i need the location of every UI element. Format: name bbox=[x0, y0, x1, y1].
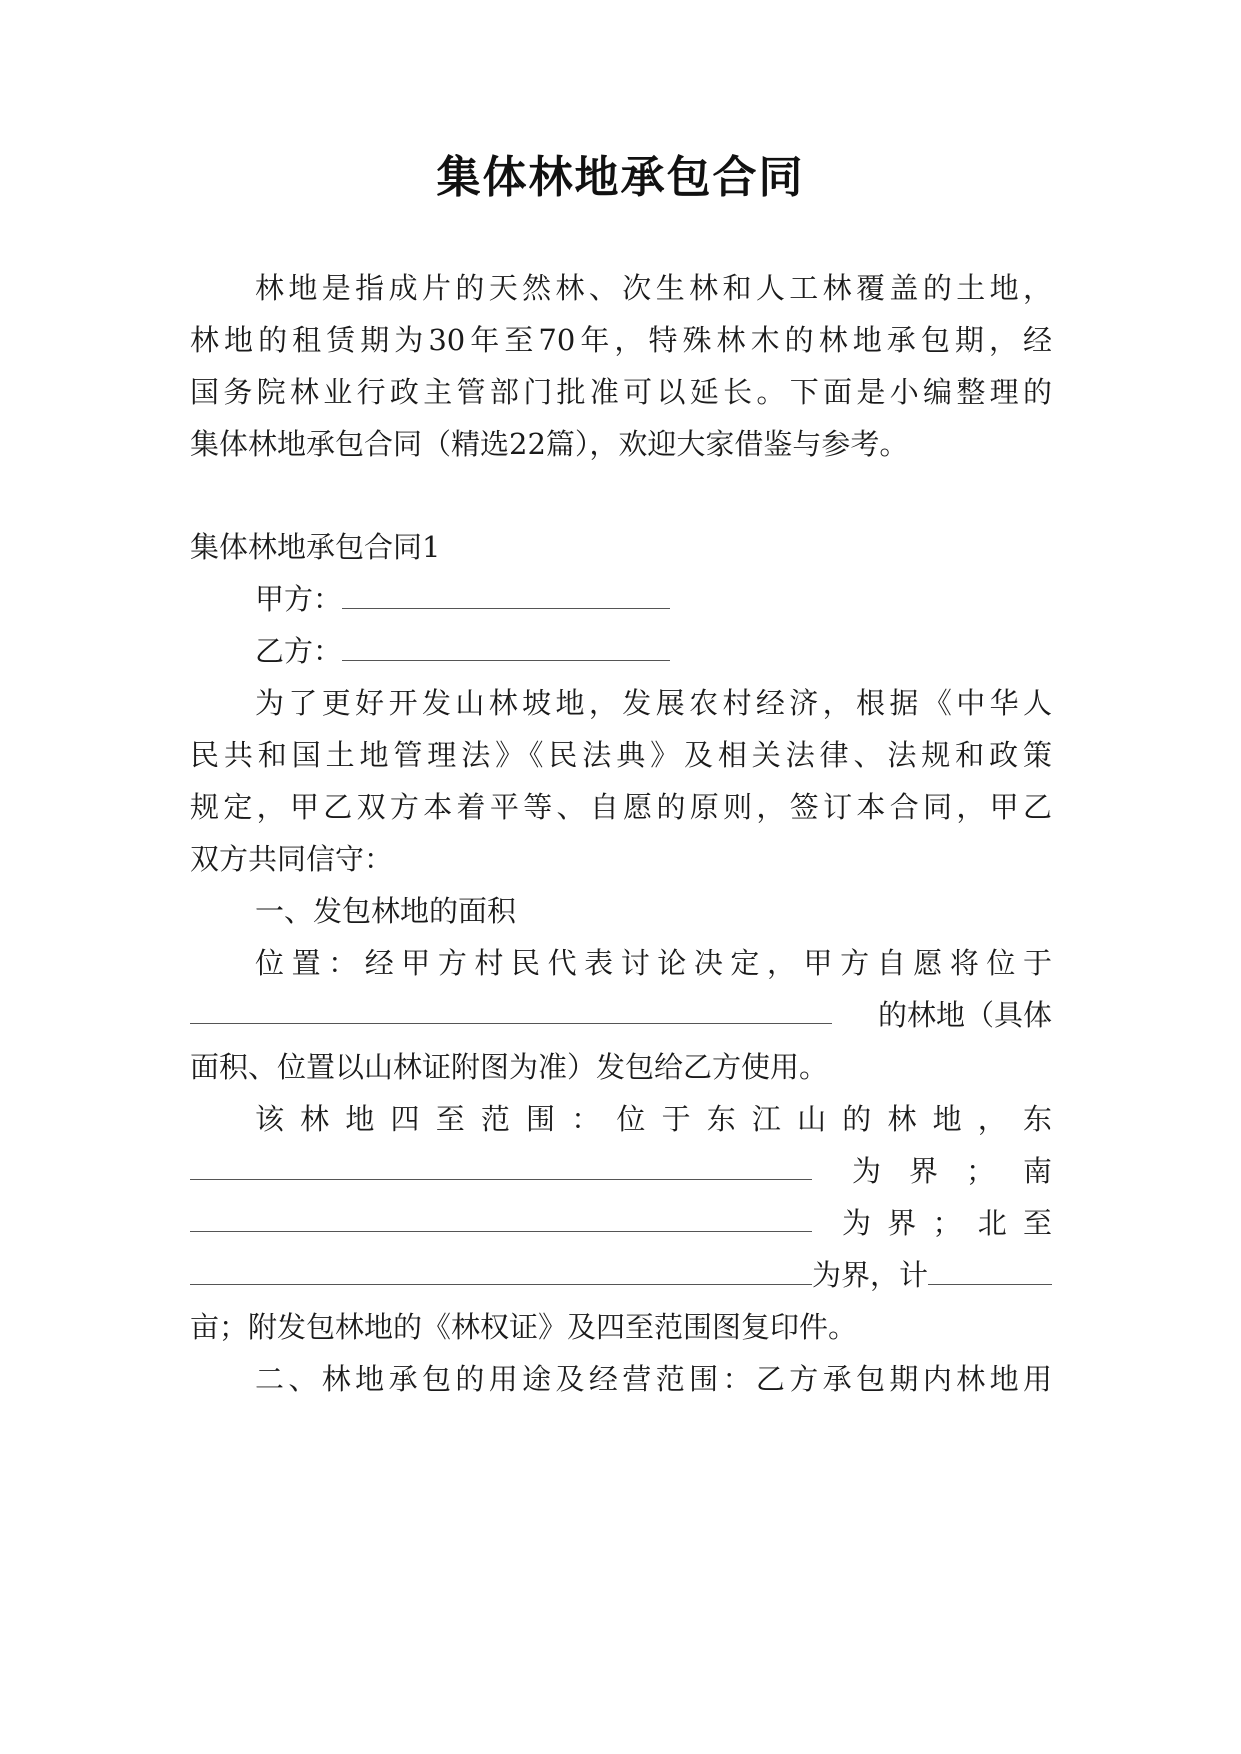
area-blank bbox=[928, 1254, 1052, 1285]
boundary-mid: 为界，计 bbox=[812, 1258, 929, 1292]
boundary-line: 该林地四至范围：位于东江山的林地，东 bbox=[255, 1102, 1052, 1136]
south-boundary-blank bbox=[190, 1201, 812, 1232]
document-title: 集体林地承包合同 bbox=[436, 152, 805, 203]
location-suffix: 的林地（具体 bbox=[877, 998, 1052, 1032]
party-b-row bbox=[255, 629, 1052, 673]
section-heading: 集体林地承包合同1 bbox=[190, 530, 441, 564]
location-line bbox=[190, 993, 1052, 1037]
east-boundary-blank bbox=[190, 1149, 812, 1180]
party-b-blank bbox=[342, 630, 670, 661]
boundary-line bbox=[190, 1253, 1052, 1297]
purpose-line: 为了更好开发山林坡地，发展农村经济，根据《中华人 bbox=[255, 686, 1052, 720]
intro-line: 林地是指成片的天然林、次生林和人工林覆盖的土地， bbox=[255, 271, 1052, 305]
purpose-line: 规定，甲乙双方本着平等、自愿的原则，签订本合同，甲乙 bbox=[190, 790, 1052, 824]
north-boundary-blank bbox=[190, 1254, 812, 1285]
boundary-suffix: 为界；北至 bbox=[842, 1206, 1052, 1240]
party-b-label: 乙方： bbox=[255, 634, 343, 668]
clause2-line: 二、林地承包的用途及经营范围：乙方承包期内林地用 bbox=[255, 1362, 1052, 1396]
party-a-row bbox=[255, 577, 1052, 621]
party-a-label: 甲方： bbox=[255, 582, 343, 616]
location-blank bbox=[190, 993, 832, 1024]
location-line: 位置：经甲方村民代表讨论决定，甲方自愿将位于 bbox=[255, 946, 1052, 980]
location-line: 面积、位置以山林证附图为准）发包给乙方使用。 bbox=[190, 1050, 829, 1084]
purpose-line: 双方共同信守： bbox=[190, 842, 394, 876]
boundary-line bbox=[190, 1201, 1052, 1245]
clause1-heading: 一、发包林地的面积 bbox=[255, 894, 517, 928]
purpose-line: 民共和国土地管理法》《民法典》及相关法律、法规和政策 bbox=[190, 738, 1052, 772]
intro-line: 国务院林业行政主管部门批准可以延长。下面是小编整理的 bbox=[190, 375, 1052, 409]
intro-line: 林地的租赁期为30年至70年，特殊林木的林地承包期，经 bbox=[190, 323, 1052, 357]
intro-line: 集体林地承包合同（精选22篇），欢迎大家借鉴与参考。 bbox=[190, 427, 909, 461]
boundary-line bbox=[190, 1149, 1052, 1193]
boundary-line: 亩；附发包林地的《林权证》及四至范围图复印件。 bbox=[190, 1310, 858, 1344]
party-a-blank bbox=[342, 578, 670, 609]
boundary-suffix: 为界；南 bbox=[852, 1154, 1052, 1188]
